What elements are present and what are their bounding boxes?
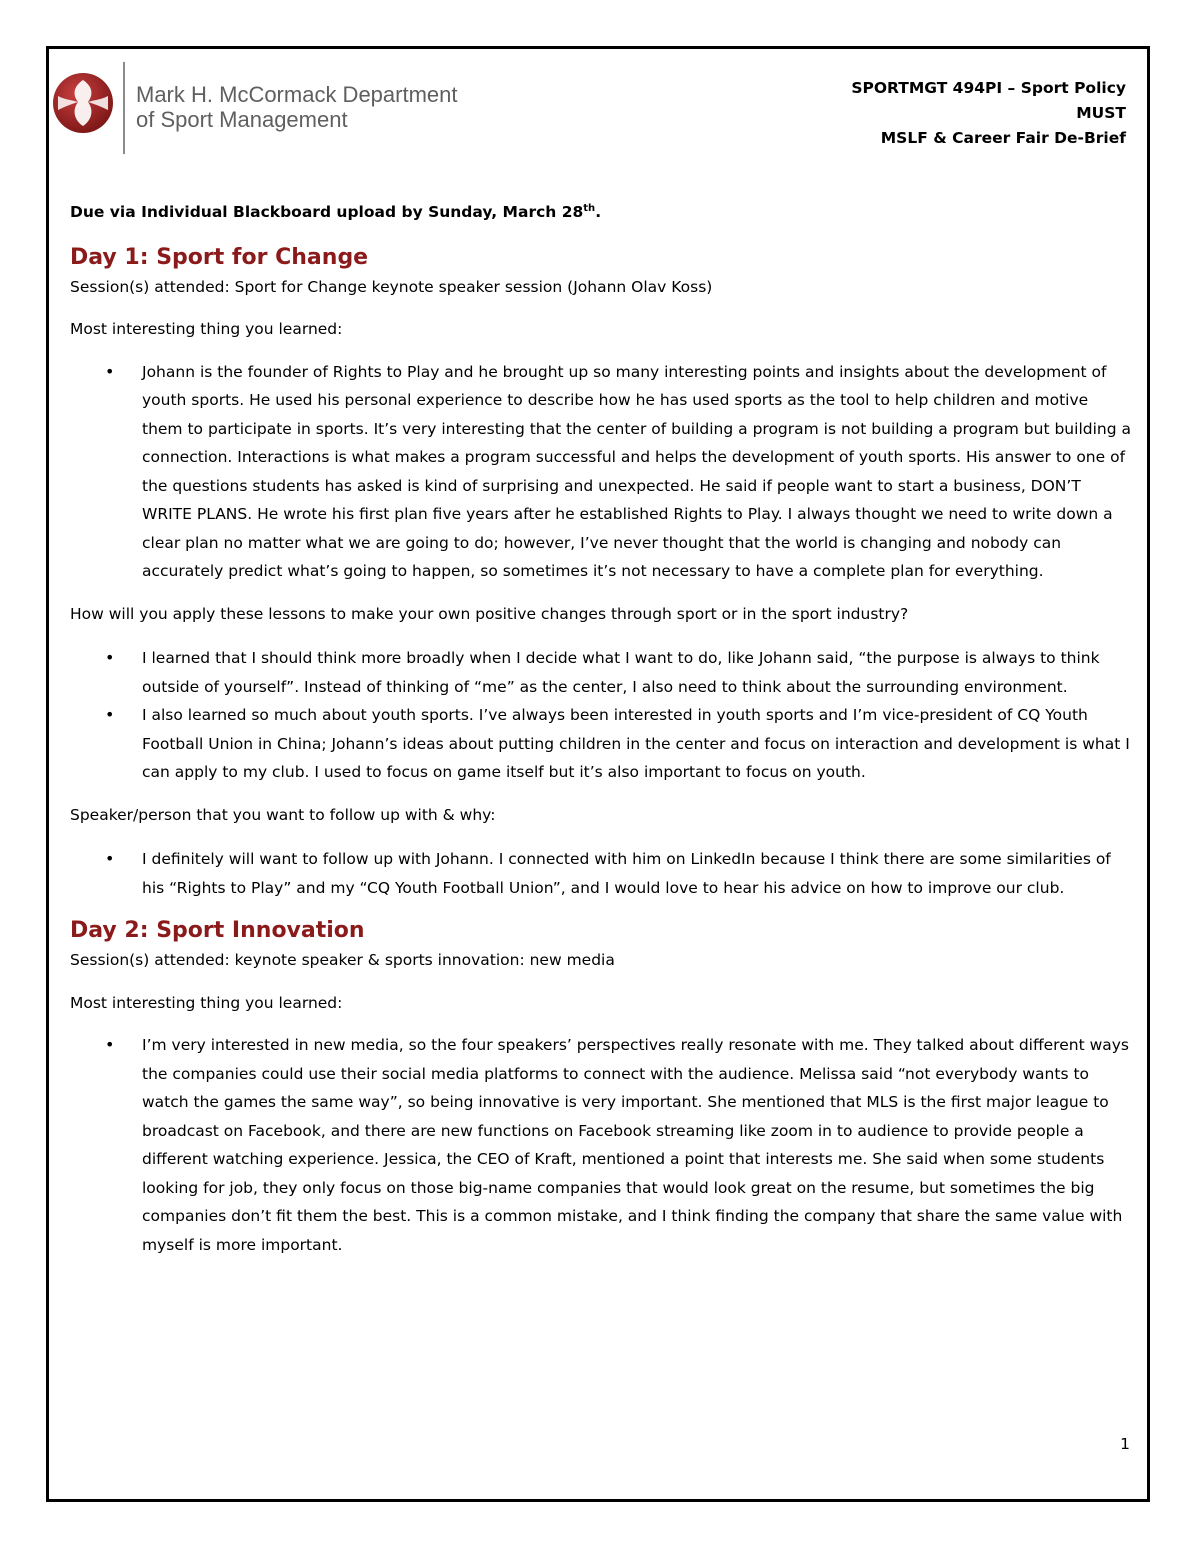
bullet-icon: • — [105, 849, 115, 868]
day1-question-2: How will you apply these lessons to make your own positive changes through sport or in the sport industry? — [70, 604, 909, 623]
day1-answer-2-list — [70, 644, 1132, 787]
department-name — [136, 82, 458, 132]
day2-answer-1-list — [70, 1031, 1132, 1259]
day1-heading: Day 1: Sport for Change — [70, 244, 369, 270]
bullet-icon: • — [105, 361, 115, 381]
course-program: MUST — [1076, 104, 1126, 122]
bullet-icon: • — [105, 648, 115, 667]
list-item: • I’m very interested in new media, so the four speakers’ perspectives really resonate with me. They talked about different ways the companies could use their social media platforms to connect with the audience. Melissa said “not everybody wants to watch the games the same way”, so being innovative is very important. She mentioned that MLS is the first major league to broadcast on Facebook, and there are new functions on Facebook streaming like zoom in to audience to provide people a different watching experience. Jessica, the CEO of Kraft, mentioned a point that interests me. She said when some students looking for job, they only focus on those big-name companies that would look great on the resume, but sometimes the big companies don’t fit them the best. This is a common mistake, and I think finding the company that share the same value with myself is more important. — [142, 1031, 1132, 1259]
list-item: • I learned that I should think more broadly when I decide what I want to do, like Johann said, “the purpose is always to think outside of yourself”. Instead of thinking of “me” as the center, I also need to think about the surrounding environment. — [142, 644, 1132, 701]
day1-sessions: Session(s) attended: Sport for Change keynote speaker session (Johann Olav Koss) — [70, 277, 713, 296]
day2-question-1: Most interesting thing you learned: — [70, 993, 343, 1012]
due-date-suffix: th — [583, 202, 596, 214]
list-item: • Johann is the founder of Rights to Play and he brought up so many interesting points and insights about the development of youth sports. He used his personal experience to describe how he has used sports as the tool to help children and motive them to participate in sports. It’s very interesting that the center of building a program is not building a program but building a connection. Interactions is what makes a program successful and helps the development of youth sports. His answer to one of the questions students has asked is kind of surprising and unexpected. He said if people want to start a business, DON’T WRITE PLANS. He wrote his first plan five years after he established Rights to Play. I always thought we need to write down a clear plan no matter what we are going to do; however, I’ve never thought that the world is changing and nobody can accurately predict what’s going to happen, so sometimes it’s not necessary to have a complete plan for everything. — [142, 358, 1132, 586]
day1-answer-1-list — [70, 358, 1132, 586]
course-info — [851, 76, 1126, 151]
page-number: 1 — [1120, 1435, 1130, 1453]
course-title: SPORTMGT 494PI – Sport Policy — [851, 79, 1126, 97]
list-item: • I also learned so much about youth sports. I’ve always been interested in youth sports and I’m vice-president of CQ Youth Football Union in China; Johann’s ideas about putting children in the center and focus on interaction and development is what I can apply to my club. I used to focus on game itself but it’s also important to focus on youth. — [142, 701, 1132, 787]
day1-answer-3-list — [70, 845, 1132, 902]
document-body — [70, 198, 1132, 1273]
logo-divider — [123, 62, 125, 154]
bullet-icon: • — [105, 705, 115, 724]
bullet-icon: • — [105, 1035, 115, 1054]
due-date: Due via Individual Blackboard upload by Sunday, March 28th. — [70, 202, 602, 221]
document-header — [52, 58, 1142, 158]
department-name-line1: Mark H. McCormack Department — [136, 82, 458, 107]
day1-question-3: Speaker/person that you want to follow up with & why: — [70, 805, 496, 824]
list-item: • I definitely will want to follow up with Johann. I connected with him on LinkedIn because I think there are some similarities of his “Rights to Play” and my “CQ Youth Football Union”, and I would love to hear his advice on how to improve our club. — [142, 845, 1132, 902]
day2-heading: Day 2: Sport Innovation — [70, 918, 365, 943]
department-logo-icon — [52, 72, 114, 134]
day1-question-1: Most interesting thing you learned: — [70, 320, 343, 338]
assignment-title: MSLF & Career Fair De-Brief — [880, 129, 1126, 147]
day2-sessions: Session(s) attended: keynote speaker & sports innovation: new media — [70, 951, 615, 969]
department-name-line2: of Sport Management — [136, 107, 348, 132]
